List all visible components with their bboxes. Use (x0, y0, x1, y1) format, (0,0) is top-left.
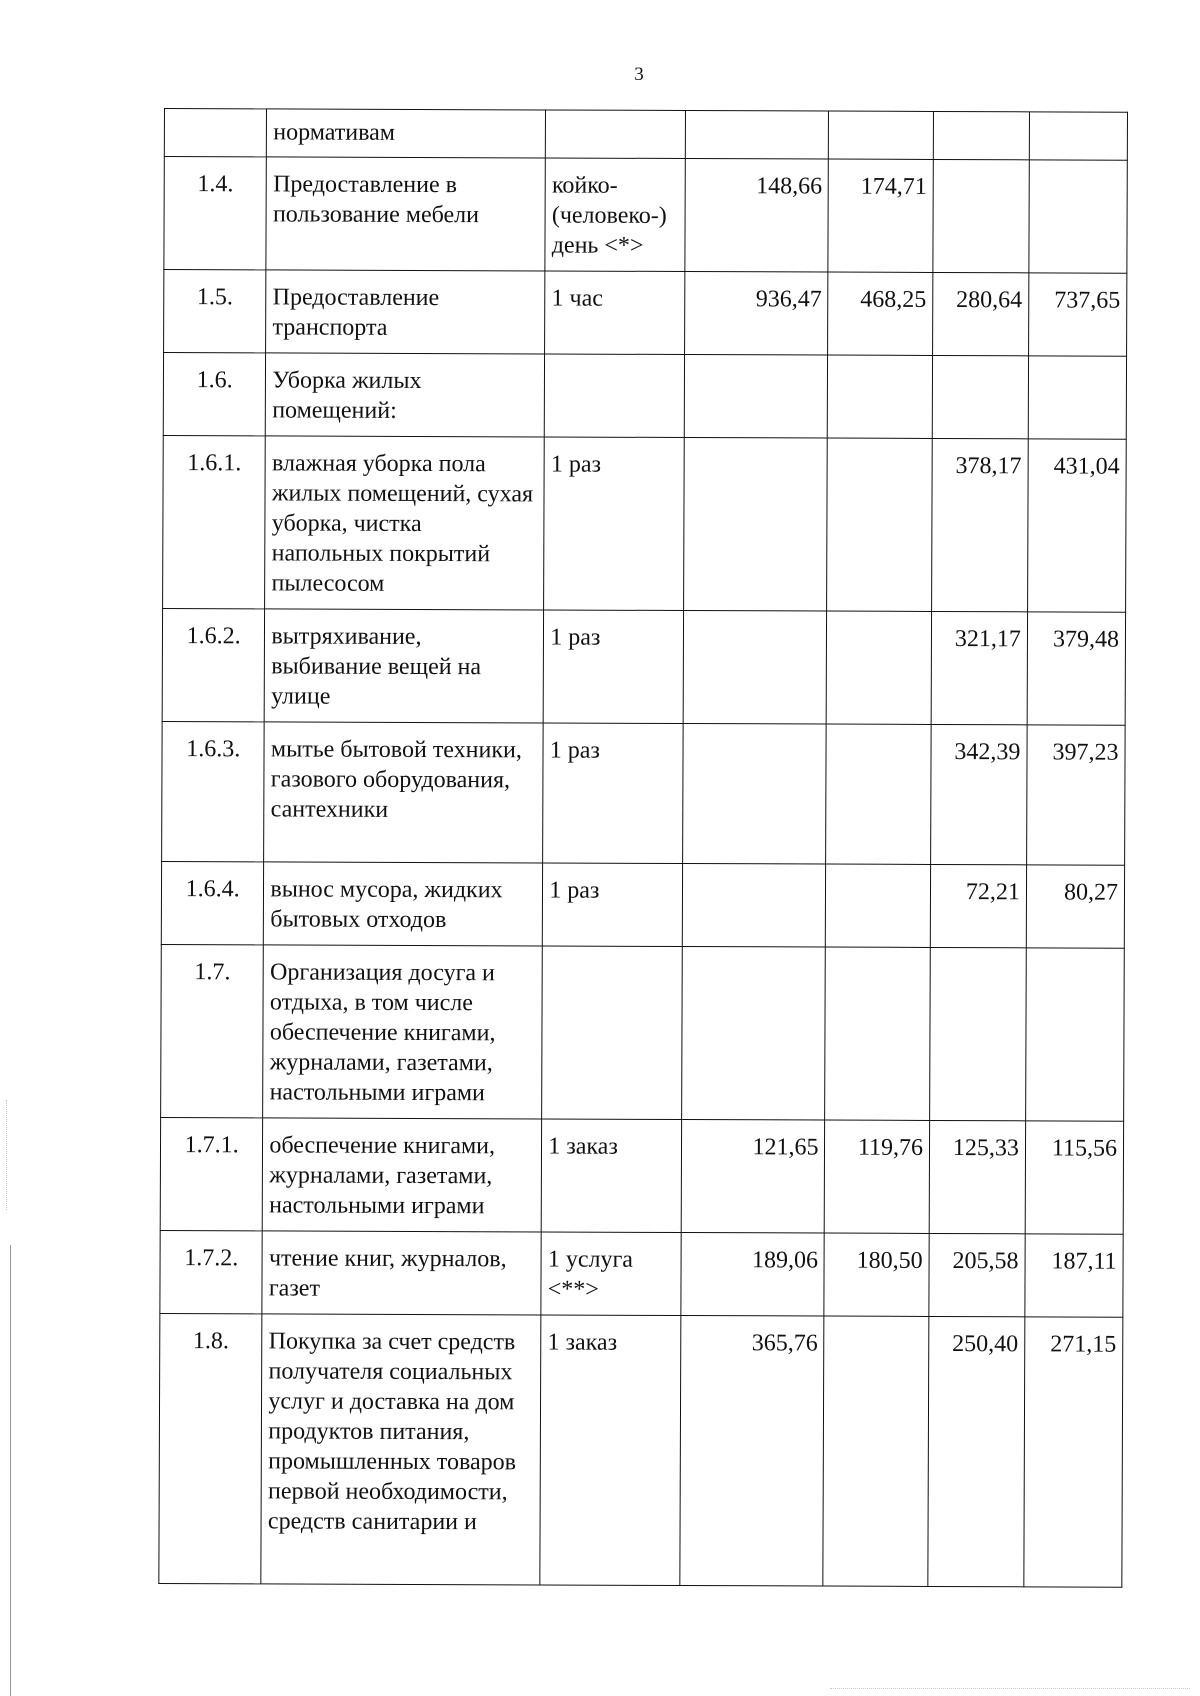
value-cell-1: 365,76 (680, 1315, 825, 1586)
value-cell-1 (685, 111, 829, 160)
value-cell-4: 271,15 (1024, 1317, 1123, 1587)
unit-cell: 1 раз (544, 437, 684, 611)
scan-bottom-mark (830, 1688, 1190, 1690)
value-cell-4: 80,27 (1026, 865, 1124, 948)
value-cell-4: 397,23 (1027, 725, 1126, 865)
value-cell-2 (827, 438, 932, 611)
service-name: чтение книг, журналов, газет (262, 1231, 541, 1315)
value-cell-3: 250,40 (928, 1316, 1025, 1586)
value-cell-2: 119,76 (825, 1120, 930, 1233)
value-cell-3: 321,17 (931, 611, 1027, 724)
scan-margin-mark (6, 1100, 8, 1210)
table-row (162, 721, 1126, 865)
row-number: 1.8. (159, 1313, 262, 1583)
row-number: 1.6.4. (161, 861, 264, 944)
value-cell-3: 280,64 (933, 272, 1029, 355)
value-cell-3 (933, 111, 1029, 159)
unit-cell: 1 заказ (541, 1119, 681, 1233)
tariff-table (158, 108, 1128, 1588)
unit-cell: 1 раз (543, 723, 683, 864)
service-name: вынос мусора, жидких бытовых отходов (264, 862, 543, 946)
value-cell-1: 936,47 (684, 272, 828, 356)
value-cell-2: 468,25 (828, 272, 933, 355)
value-cell-4 (1029, 160, 1128, 273)
row-number: 1.7.2. (160, 1230, 263, 1313)
service-name: влажная уборка пола жилых помещений, сухая уборка, чистка напольных покрытий пылесосом (265, 436, 545, 610)
service-name: Уборка жилых помещений: (266, 353, 545, 437)
row-number: 1.6. (163, 353, 266, 436)
service-name: вытряхивание, выбивание вещей на улице (265, 609, 544, 723)
value-cell-3: 205,58 (929, 1233, 1025, 1316)
scan-margin-line (10, 1245, 11, 1696)
value-cell-3 (930, 947, 1027, 1120)
service-name: Организация досуга и отдыха, в том числе обеспечение книгами, журналами, газетами, настольными играми (263, 945, 543, 1119)
value-cell-4: 431,04 (1027, 439, 1126, 612)
table-row (160, 1230, 1123, 1317)
value-cell-4 (1028, 356, 1126, 439)
value-cell-3 (933, 159, 1029, 272)
table-row (161, 861, 1124, 948)
value-cell-2 (827, 611, 932, 724)
value-cell-3: 72,21 (930, 864, 1026, 947)
unit-cell: 1 час (545, 271, 685, 355)
value-cell-4: 115,56 (1025, 1121, 1124, 1234)
value-cell-2 (826, 864, 931, 947)
value-cell-3: 342,39 (931, 724, 1027, 864)
table-row (159, 1313, 1123, 1587)
value-cell-4: 737,65 (1028, 273, 1126, 356)
unit-cell (542, 946, 682, 1120)
unit-cell: 1 раз (543, 863, 683, 947)
unit-cell: 1 заказ (540, 1315, 680, 1586)
table-row (164, 157, 1127, 274)
table-row (164, 270, 1127, 357)
unit-cell (545, 354, 685, 438)
unit-cell: койко-(человеко-) день <*> (545, 158, 685, 272)
value-cell-1: 148,66 (685, 159, 829, 273)
row-number: 1.6.2. (162, 608, 265, 721)
value-cell-1 (682, 863, 826, 947)
table-row (162, 608, 1125, 725)
value-cell-2: 180,50 (824, 1233, 929, 1316)
value-cell-1 (683, 437, 827, 611)
value-cell-1 (682, 723, 826, 864)
value-cell-4 (1029, 112, 1127, 160)
value-cell-3 (932, 355, 1028, 438)
table-row (161, 944, 1125, 1121)
value-cell-4: 187,11 (1025, 1234, 1123, 1317)
row-number: 1.4. (164, 157, 267, 270)
value-cell-2 (823, 1316, 929, 1586)
unit-cell: 1 услуга <**> (541, 1232, 681, 1316)
value-cell-2 (829, 111, 934, 159)
table-row (160, 1117, 1123, 1234)
value-cell-2: 174,71 (828, 159, 933, 272)
table-row (163, 435, 1127, 612)
row-number: 1.7. (161, 944, 264, 1117)
value-cell-3: 125,33 (929, 1120, 1025, 1233)
value-cell-1 (683, 610, 827, 724)
service-name: мытье бытовой техники, газового оборудования, сантехники (264, 722, 543, 863)
service-name: Предоставление транспорта (266, 270, 545, 354)
table-row (163, 353, 1126, 440)
value-cell-2 (828, 355, 933, 438)
service-name: нормативам (267, 109, 546, 158)
row-number: 1.5. (164, 270, 267, 353)
row-number: 1.6.1. (163, 435, 266, 608)
value-cell-1 (681, 946, 825, 1120)
row-number: 1.7.1. (160, 1117, 263, 1230)
service-name: Покупка за счет средств получателя социальных услуг и доставка на дом продуктов питания, промышленных товаров первой необходимости, средств санитарии и (261, 1314, 541, 1585)
value-cell-2 (826, 724, 931, 864)
page-number: 3 (634, 64, 644, 85)
row-number: 1.6.3. (162, 721, 265, 861)
service-name: обеспечение книгами, журналами, газетами, настольными играми (263, 1118, 542, 1232)
row-number (164, 109, 267, 157)
value-cell-4: 379,48 (1027, 612, 1126, 725)
value-cell-4 (1026, 948, 1125, 1121)
value-cell-1: 121,65 (681, 1119, 825, 1233)
service-name: Предоставление в пользование мебели (266, 157, 545, 271)
value-cell-1: 189,06 (681, 1232, 825, 1316)
unit-cell: 1 раз (543, 610, 683, 724)
value-cell-2 (825, 947, 930, 1120)
value-cell-1 (684, 354, 828, 438)
table-row (164, 109, 1127, 161)
value-cell-3: 378,17 (932, 438, 1029, 611)
unit-cell (546, 110, 686, 159)
